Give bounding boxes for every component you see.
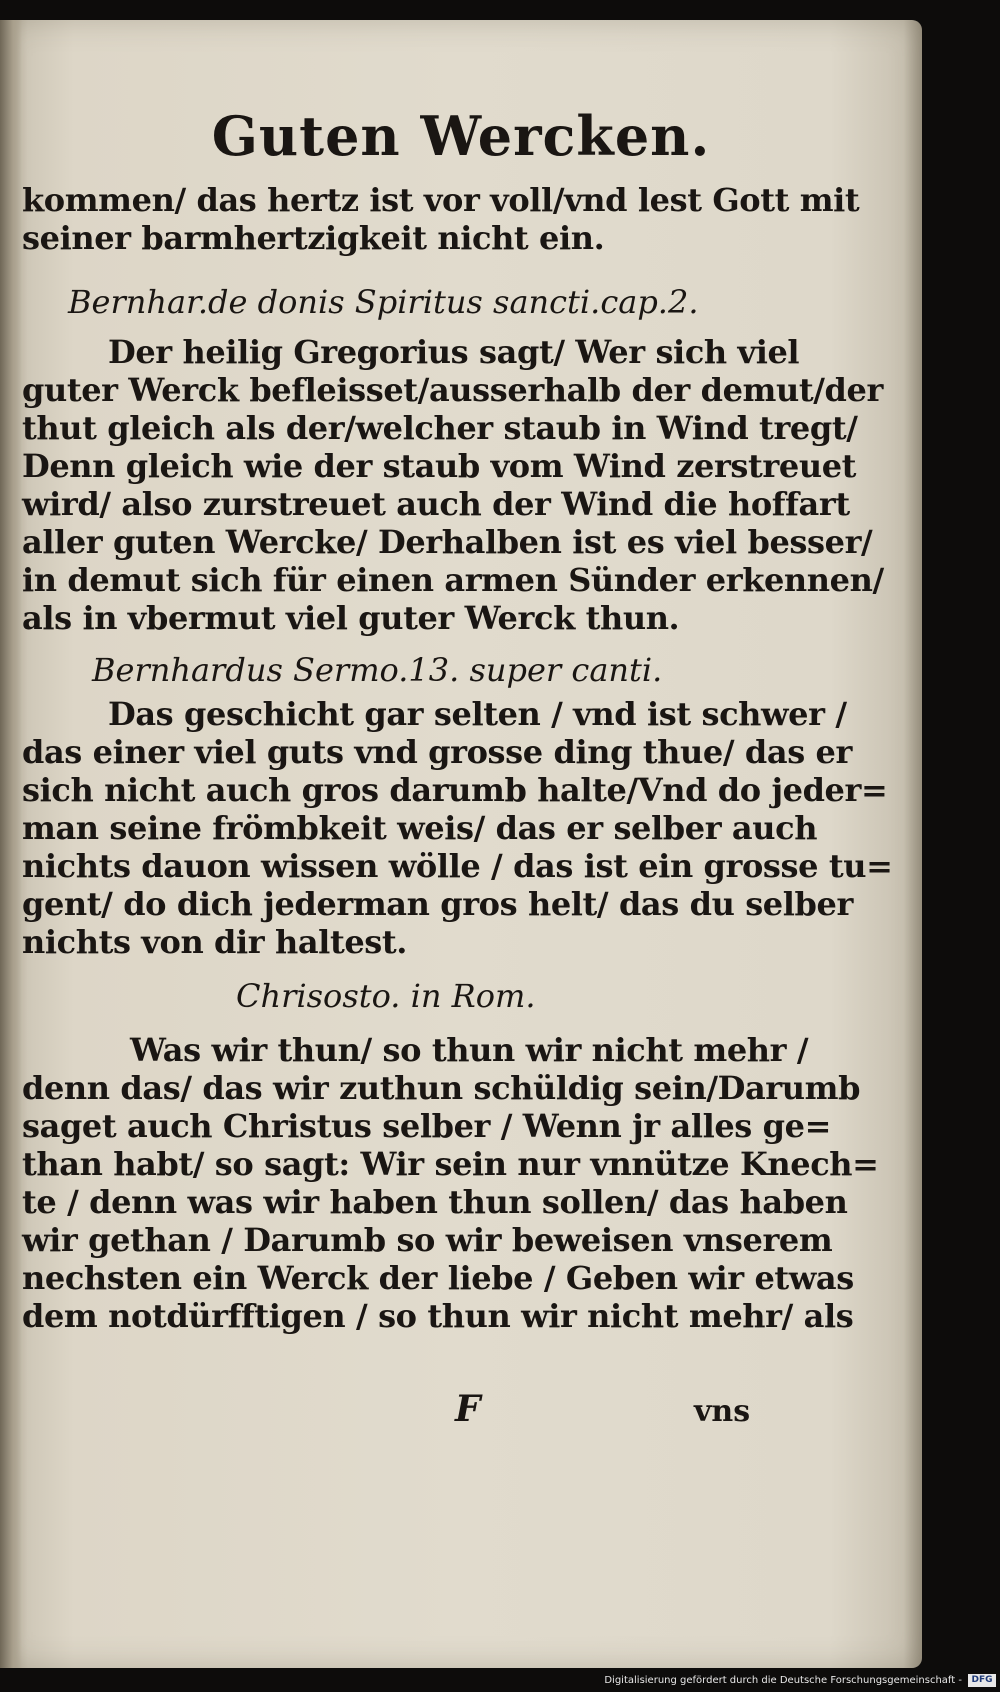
text-line: wir gethan / Darumb so wir beweisen vnserem xyxy=(22,1221,833,1259)
text-line: aller guten Wercke/ Derhalben ist es viel besser/ xyxy=(22,523,873,561)
text-line: gent/ do dich jederman gros helt/ das du selber xyxy=(22,885,853,923)
text-line: te / denn was wir haben thun sollen/ das haben xyxy=(22,1183,848,1221)
text-line: thut gleich als der/welcher staub in Wind tregt/ xyxy=(22,409,858,447)
text-line: saget auch Christus selber / Wenn jr alles ge= xyxy=(22,1107,832,1145)
page-text xyxy=(0,20,922,1668)
text-line: man seine frömbkeit weis/ das er selber auch xyxy=(22,809,818,847)
text-line: Der heilig Gregorius sagt/ Wer sich viel xyxy=(108,333,800,371)
catchword: vns xyxy=(694,1394,751,1429)
text-line: sich nicht auch gros darumb halte/Vnd do jeder= xyxy=(22,771,888,809)
dfg-logo: DFG xyxy=(968,1674,996,1687)
text-line: nechsten ein Werck der liebe / Geben wir etwas xyxy=(22,1259,854,1297)
citation-heading: Bernhar.de donis Spiritus sancti.cap.2. xyxy=(68,283,699,321)
text-line: Denn gleich wie der staub vom Wind zerstreuet xyxy=(22,447,857,485)
citation-heading: Bernhardus Sermo.13. super canti. xyxy=(92,651,663,689)
text-line: das einer viel guts vnd grosse ding thue/ das er xyxy=(22,733,852,771)
text-line: Was wir thun/ so thun wir nicht mehr / xyxy=(130,1031,809,1069)
text-line: nichts dauon wissen wölle / das ist ein grosse tu= xyxy=(22,847,893,885)
signature-mark: F xyxy=(455,1388,481,1430)
text-line: dem notdürfftigen / so thun wir nicht mehr/ als xyxy=(22,1297,854,1335)
book-page xyxy=(0,20,922,1668)
text-line: Das geschicht gar selten / vnd ist schwer / xyxy=(108,695,847,733)
running-head: Guten Wercken. xyxy=(211,104,711,168)
text-line: guter Werck befleisset/ausserhalb der demut/der xyxy=(22,371,883,409)
text-line: kommen/ das hertz ist vor voll/vnd lest Gott mit xyxy=(22,181,860,219)
citation-heading: Chrisosto. in Rom. xyxy=(236,977,536,1015)
digitization-credit xyxy=(604,1671,996,1689)
credit-text: Digitalisierung gefördert durch die Deutsche Forschungsgemeinschaft - xyxy=(604,1674,962,1686)
text-line: seiner barmhertzigkeit nicht ein. xyxy=(22,219,605,257)
text-line: denn das/ das wir zuthun schüldig sein/Darumb xyxy=(22,1069,861,1107)
text-line: nichts von dir haltest. xyxy=(22,923,408,961)
text-line: in demut sich für einen armen Sünder erkennen/ xyxy=(22,561,884,599)
text-line: wird/ also zurstreuet auch der Wind die hoffart xyxy=(22,485,850,523)
text-line: als in vbermut viel guter Werck thun. xyxy=(22,599,680,637)
text-line: than habt/ so sagt: Wir sein nur vnnütze Knech= xyxy=(22,1145,879,1183)
